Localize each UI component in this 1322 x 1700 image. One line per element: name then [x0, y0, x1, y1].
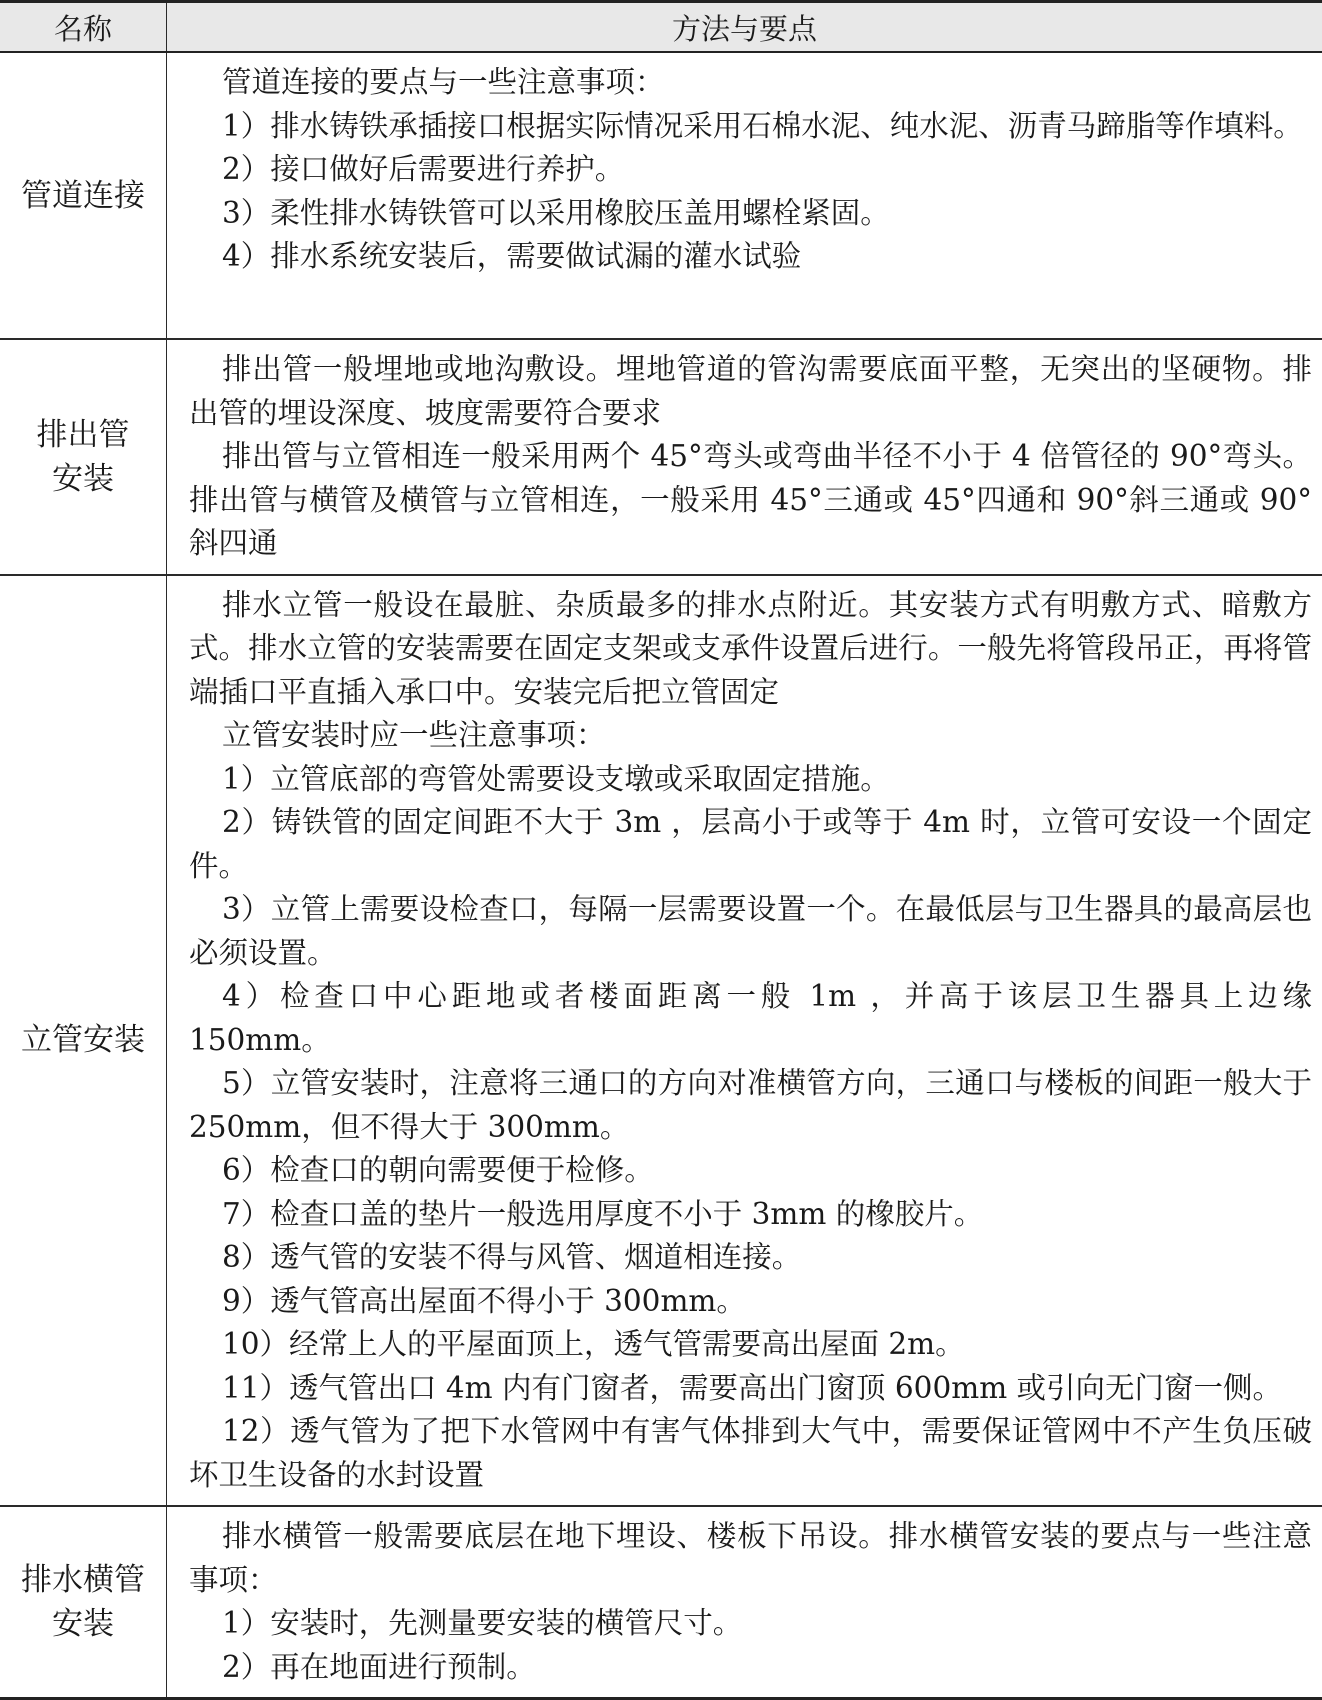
paragraph: 12）透气管为了把下水管网中有害气体排到大气中，需要保证管网中不产生负压破坏卫生设备的水封设置: [189, 1410, 1312, 1497]
paragraph: 8）透气管的安装不得与风管、烟道相连接。: [189, 1236, 1312, 1280]
header-method: 方法与要点: [167, 2, 1322, 53]
row-name: 排出管 安装: [0, 339, 167, 575]
row-pipe-connection: [0, 52, 1322, 339]
row-content: [167, 575, 1322, 1507]
paragraph: 3）立管上需要设检查口，每隔一层需要设置一个。在最低层与卫生器具的最高层也必须设置。: [189, 888, 1312, 975]
paragraph: 5）立管安装时，注意将三通口的方向对准横管方向，三通口与楼板的间距一般大于 250mm，但不得大于 300mm。: [189, 1062, 1312, 1149]
row-name: 立管安装: [0, 575, 167, 1507]
paragraph: 6）检查口的朝向需要便于检修。: [189, 1149, 1312, 1193]
paragraph: 10）经常上人的平屋面顶上，透气管需要高出屋面 2m。: [189, 1323, 1312, 1367]
header-row: [0, 2, 1322, 53]
paragraph: 2）再在地面进行预制。: [189, 1646, 1312, 1690]
row-content: [167, 339, 1322, 575]
paragraph: 9）透气管高出屋面不得小于 300mm。: [189, 1280, 1312, 1324]
row-name: 管道连接: [0, 52, 167, 339]
paragraph: 管道连接的要点与一些注意事项：: [189, 61, 1312, 105]
paragraph: 1）立管底部的弯管处需要设支墩或采取固定措施。: [189, 758, 1312, 802]
row-content: [167, 52, 1322, 339]
paragraph: 排出管一般埋地或地沟敷设。埋地管道的管沟需要底面平整，无突出的坚硬物。排出管的埋设深度、坡度需要符合要求: [189, 348, 1312, 435]
paragraph: 立管安装时应一些注意事项：: [189, 714, 1312, 758]
paragraph: 4）检查口中心距地或者楼面距离一般 1m ，并高于该层卫生器具上边缘 150mm。: [189, 975, 1312, 1062]
row-horizontal-pipe: [0, 1506, 1322, 1699]
paragraph: 3）柔性排水铸铁管可以采用橡胶压盖用螺栓紧固。: [189, 192, 1312, 236]
paragraph: 1）排水铸铁承插接口根据实际情况采用石棉水泥、纯水泥、沥青马蹄脂等作填料。: [189, 105, 1312, 149]
paragraph: 1）安装时，先测量要安装的横管尺寸。: [189, 1602, 1312, 1646]
paragraph: 4）排水系统安装后，需要做试漏的灌水试验: [189, 235, 1312, 279]
paragraph: 2）铸铁管的固定间距不大于 3m ，层高小于或等于 4m 时，立管可安设一个固定件。: [189, 801, 1312, 888]
header-name: 名称: [0, 2, 167, 53]
paragraph: 排水横管一般需要底层在地下埋设、楼板下吊设。排水横管安装的要点与一些注意事项：: [189, 1515, 1312, 1602]
row-riser-pipe: [0, 575, 1322, 1507]
paragraph: 排出管与立管相连一般采用两个 45°弯头或弯曲半径不小于 4 倍管径的 90°弯头。排出管与横管及横管与立管相连，一般采用 45°三通或 45°四通和 90°斜三通或 90°斜四通: [189, 435, 1312, 566]
paragraph: 11）透气管出口 4m 内有门窗者，需要高出门窗顶 600mm 或引向无门窗一侧。: [189, 1367, 1312, 1411]
paragraph: 排水立管一般设在最脏、杂质最多的排水点附近。其安装方式有明敷方式、暗敷方式。排水立管的安装需要在固定支架或支承件设置后进行。一般先将管段吊正，再将管端插口平直插入承口中。安装完后把立管固定: [189, 584, 1312, 715]
paragraph: 7）检查口盖的垫片一般选用厚度不小于 3mm 的橡胶片。: [189, 1193, 1312, 1237]
row-content: [167, 1506, 1322, 1699]
row-outlet-pipe: [0, 339, 1322, 575]
paragraph: 2）接口做好后需要进行养护。: [189, 148, 1312, 192]
row-name: 排水横管 安装: [0, 1506, 167, 1699]
